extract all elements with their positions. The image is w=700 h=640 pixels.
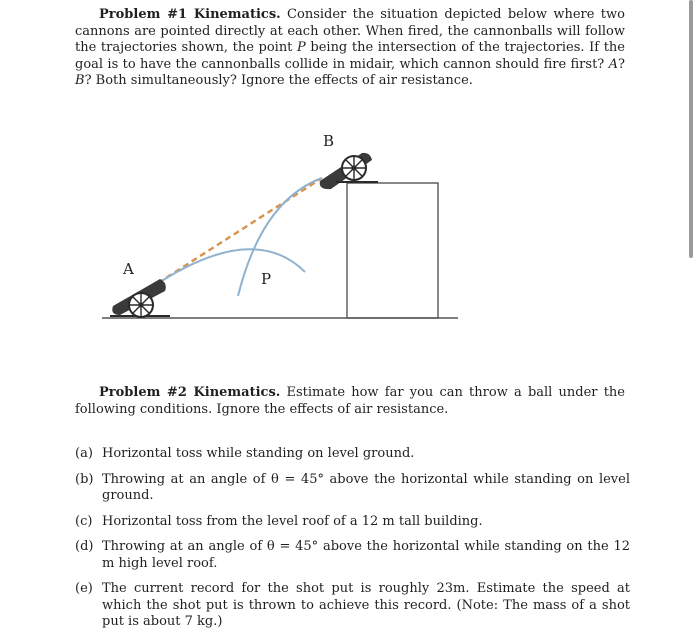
list-item-label: (d) bbox=[75, 539, 94, 554]
problem1-text-part1: Consider the situation depicted below where two cannons are pointed directly at each other. When fired, the cannonballs will follow the trajectories shown, the point bbox=[75, 7, 625, 55]
trajectory-a bbox=[160, 249, 305, 282]
list-item-text: Throwing at an angle of θ = 45° above the horizontal while standing on level ground. bbox=[102, 471, 630, 503]
list-item-text: Horizontal toss while standing on level ground. bbox=[102, 446, 415, 461]
vertical-scrollbar[interactable] bbox=[689, 0, 693, 258]
list-item-text: Horizontal toss from the level roof of a 12 m tall building. bbox=[102, 513, 483, 529]
label-p: P bbox=[261, 270, 272, 288]
building bbox=[347, 183, 438, 318]
problem1-q1: ? bbox=[618, 56, 625, 72]
list-item-label: (c) bbox=[75, 513, 93, 529]
problem1-choice-b: B bbox=[75, 73, 85, 88]
problem2-paragraph bbox=[75, 385, 625, 418]
list-item-text: The current record for the shot put is roughly 23m. Estimate the speed at which the shot put is thrown to achieve this record. (Note: The mass of a shot put is about 7 kg.) bbox=[102, 581, 630, 629]
line-of-sight bbox=[158, 178, 322, 283]
list-item-label: (e) bbox=[75, 581, 93, 596]
list-item-text: Throwing at an angle of θ = 45° above the horizontal while standing on the 12 m high level roof. bbox=[102, 539, 630, 571]
cannon-b-wheel-icon bbox=[342, 156, 366, 180]
problem1-q2: ? Both simultaneously? Ignore the effects of air resistance. bbox=[84, 73, 473, 88]
problem1-var-p: P bbox=[297, 40, 306, 55]
label-a: A bbox=[123, 260, 134, 278]
cannon-a bbox=[110, 279, 170, 317]
cannon-a-wheel-icon bbox=[129, 293, 153, 317]
trajectory-b bbox=[238, 178, 322, 296]
problem2-intro: Estimate how far you can throw a ball under the following conditions. Ignore the effects of air resistance. bbox=[75, 385, 625, 417]
list-item bbox=[75, 514, 630, 531]
list-item bbox=[75, 539, 630, 572]
problem2-heading: Problem #2 Kinematics. bbox=[99, 385, 281, 400]
list-item-label: (b) bbox=[75, 471, 94, 487]
problem1-heading: Problem #1 Kinematics. bbox=[99, 7, 281, 22]
problem1-choice-a: A bbox=[608, 56, 619, 72]
problem2-list bbox=[75, 446, 630, 640]
list-item bbox=[75, 581, 630, 631]
list-item bbox=[75, 446, 630, 463]
list-item-label: (a) bbox=[75, 446, 93, 461]
list-item bbox=[75, 472, 630, 505]
label-b: B bbox=[323, 132, 335, 150]
problem1-text-part2: being the intersection of the trajectories. If the goal is to have the cannonballs collide in midair, which cannon should fire first? bbox=[75, 40, 625, 72]
